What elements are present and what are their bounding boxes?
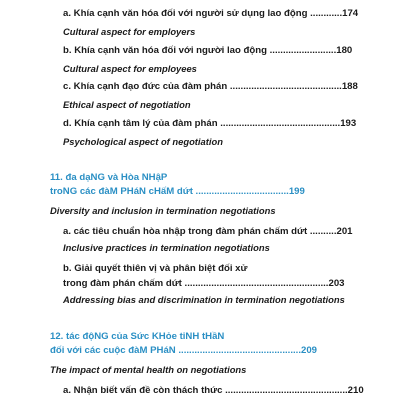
toc-entry-d-psychological[interactable]: d. Khía cạnh tâm lý của đàm phán .............................................193 <box>63 118 357 129</box>
toc-entry-a-en: Cultural aspect for employers <box>63 26 196 37</box>
section-12-title-line2[interactable]: đối với các cuộc đàM PHáN ..............................................209 <box>50 345 317 356</box>
toc-entry-b-employees[interactable]: b. Khía cạnh văn hóa đối với người lao động .........................180 <box>63 45 353 56</box>
section-12-subtitle: The impact of mental health on negotiations <box>50 364 247 375</box>
section-11-title-line1[interactable]: 11. đa dạNG và Hòa NHậP <box>50 172 168 183</box>
toc-entry-c-ethical[interactable]: c. Khía cạnh đạo đức của đàm phán ..........................................188 <box>63 81 358 92</box>
toc-entry-c-en: Ethical aspect of negotiation <box>63 99 191 110</box>
section-12-title-line1[interactable]: 12. tác độNG của Sức KHỏe tiNH tHầN <box>50 331 225 342</box>
section-11-entry-b-line2[interactable]: trong đàm phán chấm dứt ......................................................203 <box>63 278 345 289</box>
section-12-entry-a[interactable]: a. Nhận biết vấn đề còn thách thức ..............................................210 <box>63 385 364 396</box>
toc-entry-b-en: Cultural aspect for employees <box>63 63 197 74</box>
section-11-subtitle: Diversity and inclusion in termination negotiations <box>50 205 276 216</box>
toc-entry-a-employers[interactable]: a. Khía cạnh văn hóa đối với người sử dụng lao động ............174 <box>63 8 359 19</box>
section-11-title-line2[interactable]: troNG các đàM PHáN cHấM dứt ...................................199 <box>50 186 305 197</box>
section-11-entry-a-en: Inclusive practices in termination negotiations <box>63 242 270 253</box>
section-11-entry-b-line1[interactable]: b. Giải quyết thiên vị và phân biệt đối xử <box>63 263 248 274</box>
toc-entry-d-en: Psychological aspect of negotiation <box>63 136 223 147</box>
section-11-entry-a[interactable]: a. các tiêu chuẩn hòa nhập trong đàm phán chấm dứt ..........201 <box>63 226 353 237</box>
section-11-entry-b-en: Addressing bias and discrimination in termination negotiations <box>63 294 345 305</box>
